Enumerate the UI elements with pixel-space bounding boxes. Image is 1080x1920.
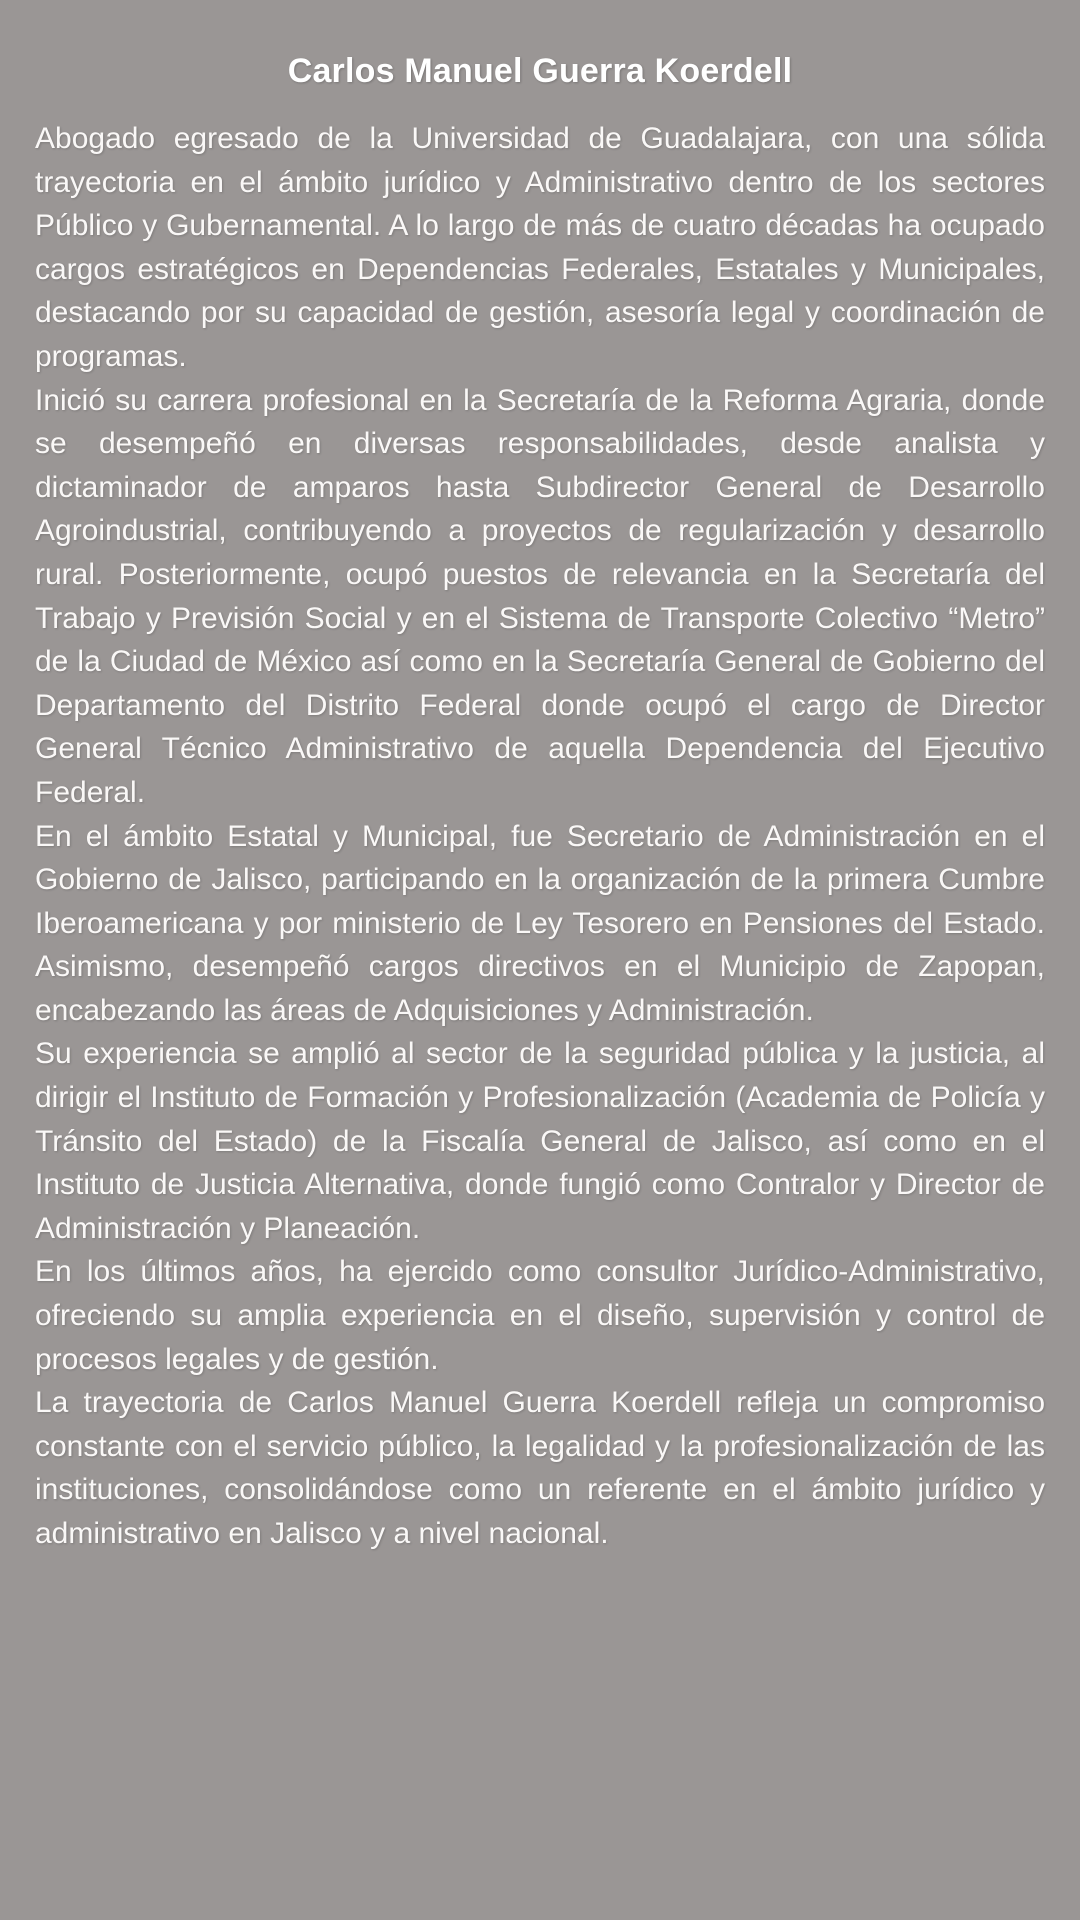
bio-paragraph-4: Su experiencia se amplió al sector de la seguridad pública y la justicia, al dirigir el Instituto de Formación y Profesionalización (Academia de Policía y Tránsito del Estado) de la Fiscalía General de Jalisco, así como en el Instituto de Justicia Alternativa, donde fungió como Contralor y Director de Administración y Planeación. — [35, 1037, 1045, 1245]
bio-paragraph-1: Abogado egresado de la Universidad de Guadalajara, con una sólida trayectoria en el ámbito jurídico y Administrativo dentro de los sectores Público y Gubernamental. A lo largo de más de cuatro décadas ha ocupado cargos estratégicos en Dependencias Federales, Estatales y Municipales, destacando por su capacidad de gestión, asesoría legal y coordinación de programas. — [35, 122, 1045, 373]
bio-paragraph-5: En los últimos años, ha ejercido como consultor Jurídico-Administrativo, ofreciendo su amplia experiencia en el diseño, supervisión y control de procesos legales y de gestión. — [35, 1255, 1045, 1376]
bio-paragraph-2: Inició su carrera profesional en la Secretaría de la Reforma Agraria, donde se desempeñó en diversas responsabilidades, desde analista y dictaminador de amparos hasta Subdirector General de Desarrollo Agroindustrial, contribuyendo a proyectos de regularización y desarrollo rural. Posteriormente, ocupó puestos de relevancia en la Secretaría del Trabajo y Previsión Social y en el Sistema de Transporte Colectivo “Metro” de la Ciudad de México así como en la Secretaría General de Gobierno del Departamento del Distrito Federal donde ocupó el cargo de Director General Técnico Administrativo de aquella Dependencia del Ejecutivo Federal. — [35, 383, 1045, 809]
bio-paragraph-3: En el ámbito Estatal y Municipal, fue Secretario de Administración en el Gobierno de Jalisco, participando en la organización de la primera Cumbre Iberoamericana y por ministerio de Ley Tesorero en Pensiones del Estado. Asimismo, desempeñó cargos directivos en el Municipio de Zapopan, encabezando las áreas de Adquisiciones y Administración. — [35, 819, 1045, 1027]
bio-paragraph-6: La trayectoria de Carlos Manuel Guerra Koerdell refleja un compromiso constante con el servicio público, la legalidad y la profesionalización de las instituciones, consolidándose como un referente en el ámbito jurídico y administrativo en Jalisco y a nivel nacional. — [35, 1386, 1045, 1550]
page-title: Carlos Manuel Guerra Koerdell — [287, 52, 793, 90]
